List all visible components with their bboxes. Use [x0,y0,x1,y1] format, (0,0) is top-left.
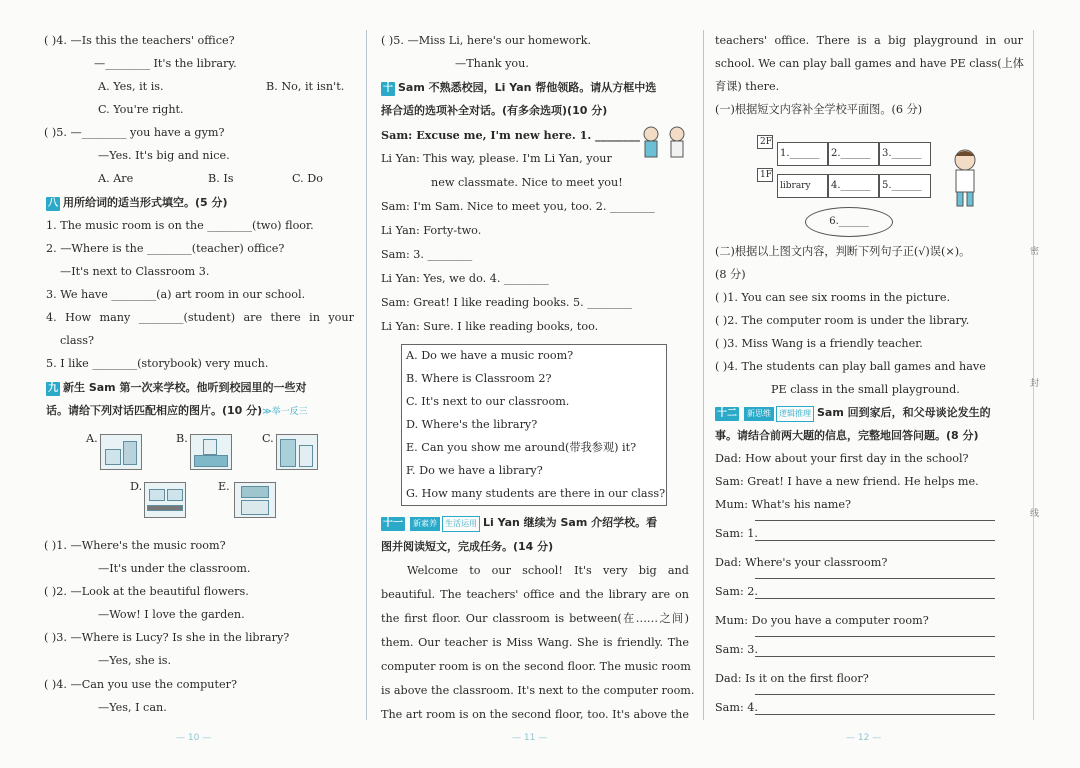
side-mark: 封 [1030,379,1040,389]
tf-item: PE class in the small playground. [771,383,960,396]
dialog-line: new classmate. Nice to meet you! [431,176,623,189]
passage-line: them. Our teacher is Miss Wang. She is friendly. The [381,636,689,649]
page-12 [715,0,1025,740]
word: our [491,564,511,577]
divider-line [366,30,367,720]
talk-line: Sam: 2. [715,585,758,598]
board-shape [241,486,269,498]
option-item: E. Can you show me around(带我参观) it? [406,441,637,454]
passage-line [407,564,689,578]
side-mark: 线 [1030,509,1040,519]
section-title: Li Yan 继续为 Sam 介绍学校。看 [483,516,658,529]
option-item: A. Do we have a music room? [406,349,574,362]
page-number-value: 12 [857,733,870,743]
answer-line[interactable] [755,656,995,657]
section-title: 话。请给下列对话匹配相应的图片。(10 分) [46,404,263,417]
answer-line[interactable] [755,694,995,695]
section-8-heading [46,196,228,211]
computer-shape [149,489,165,501]
dialog-line: —Yes, I can. [98,701,167,714]
kids-illustration [637,124,691,170]
answer-line[interactable] [755,540,995,541]
option-item: G. How many students are there in our class? [406,487,666,500]
passage-line: school. We can play ball games and have PE class(上体 [715,57,1024,70]
talk-line: Dad: Where's your classroom? [715,556,888,569]
fill-line: —It's next to Classroom 3. [60,265,210,278]
picture-classroom [234,482,276,518]
fill-line: 2. —Where is the ________(teacher) office? [46,242,285,255]
talk-line: Dad: Is it on the first floor? [715,672,869,685]
option-item: F. Do we have a library? [406,464,543,477]
section-11-heading [381,516,657,532]
word: very [602,564,628,577]
binding-line [1033,30,1034,720]
room-cell-5: 5.______ [879,174,931,198]
answer-line[interactable] [755,520,995,521]
word: How [65,311,92,324]
tf-item: ( )3. Miss Wang is a friendly teacher. [715,337,923,350]
question-line: ( )5. —________ you have a gym? [44,126,225,139]
picture-library [276,434,318,470]
part-2-instruction: (8 分) [715,268,746,281]
talk-line: Sam: 3. [715,643,758,656]
dialog-line: Sam: I'm Sam. Nice to meet you, too. 2. ________ [381,200,655,213]
dialog-line: ( )1. —Where's the music room? [44,539,226,552]
tag-badge: 逻辑推理 [776,406,814,422]
passage-line: teachers' office. There is a big playground in our [715,34,1023,47]
bookshelf-shape [280,439,296,467]
tag-badge: 生活运用 [442,516,480,532]
dialog-line: Sam: 3. ________ [381,248,473,261]
computer-shape [167,489,183,501]
question-line: ( )4. —Is this the teachers' office? [44,34,235,47]
pic-label: C. [262,432,274,445]
library-cell: library [777,174,828,198]
question-line: —Yes. It's big and nice. [98,149,230,162]
word: to [469,564,481,577]
option: A. Are [98,172,134,185]
section-9-heading-2 [46,404,308,419]
tf-item: ( )1. You can see six rooms in the picture. [715,291,951,304]
section-title: Sam 回到家后，和父母谈论发生的 [817,406,991,419]
word: Welcome [407,564,459,577]
section-10-heading [381,81,656,96]
boy-illustration [945,148,985,208]
answer-line[interactable] [755,578,995,579]
fill-line [46,311,354,325]
section-number: 八 [48,198,58,209]
option: B. Is [208,172,234,185]
dialog-line: Sam: Excuse me, I'm new here. 1. ________ [381,128,640,142]
page-number: — 10 — [176,733,212,743]
dialog-line: Li Yan: Yes, we do. 4. ________ [381,272,549,285]
word: school! [522,564,563,577]
flowers-shape [194,455,228,467]
section-title: Sam 不熟悉校园，Li Yan 帮他领路。请从方框中选 [398,81,657,94]
room-cell-4: 4.______ [828,174,879,198]
desks-shape [241,500,269,515]
question-line: —________ It's the library. [94,57,237,70]
dialog-line: Li Yan: This way, please. I'm Li Yan, your [381,152,612,165]
dialog-line: —Yes, she is. [98,654,172,667]
word: in [309,311,320,324]
talk-line: Dad: How about your first day in the school? [715,452,969,465]
pic-label: E. [218,480,230,493]
tf-item: ( )2. The computer room is under the library. [715,314,970,327]
hint-link[interactable]: ≫举一反三 [262,407,308,417]
dialog-line: —Wow! I love the garden. [98,608,245,621]
section-number: 十二 [717,408,737,419]
page-10 [38,0,356,740]
section-title: 新生 Sam 第一次来学校。他听到校园里的一些对 [63,381,307,394]
word: 4. [46,311,57,324]
section-number: 九 [48,383,58,394]
fill-line: class? [60,334,94,347]
option: C. Do [292,172,323,185]
passage-line: beautiful. The teachers' office and the library are on [381,588,689,601]
person-shape [203,439,217,455]
dialog-line: —It's under the classroom. [98,562,251,575]
option-item: D. Where's the library? [406,418,538,431]
page-number: — 11 — [512,733,548,743]
picture-computer-room [144,482,186,518]
tag-badge: 新素养 [410,517,440,531]
dialog-line: ( )4. —Can you use the computer? [44,678,237,691]
section-10-heading-2: 择合适的选项补全对话。(有多余选项)(10 分) [381,104,608,117]
section-number: 十一 [383,518,403,529]
passage-line: the first floor. Our classroom is between(在……之间) [381,612,689,625]
divider-line [703,30,704,720]
talk-line: Sam: Great! I have a new friend. He helps me. [715,475,979,488]
dialog-line: ( )3. —Where is Lucy? Is she in the library? [44,631,290,644]
page-number-value: 11 [523,733,536,743]
room-cell-2: 2.______ [828,142,879,166]
word: big [638,564,657,577]
dialog-line: Sam: Great! I like reading books. 5. ________ [381,296,633,309]
talk-line: Sam: 4. [715,701,758,714]
answer-line[interactable] [755,598,995,599]
option-item: B. Where is Classroom 2? [406,372,552,385]
fill-line: 3. We have ________(a) art room in our school. [46,288,306,301]
fill-line: 5. I like ________(storybook) very much. [46,357,269,370]
passage-line: is above the classroom. It's next to the computer room. [381,684,695,697]
tag-badge: 新思维 [744,407,774,421]
section-9-heading [46,381,306,396]
dialog-line: ( )2. —Look at the beautiful flowers. [44,585,249,598]
page-11 [381,0,695,740]
tf-item: ( )4. The students can play ball games and have [715,360,986,373]
playground-oval: 6.______ [805,207,893,237]
pic-label: D. [130,480,143,493]
section-number: 十 [383,83,393,94]
passage-line: 育课) there. [715,80,780,93]
word: are [243,311,263,324]
option: B. No, it isn't. [266,80,345,93]
fill-line: 1. The music room is on the ________(two) floor. [46,219,314,232]
room-cell-3: 3.______ [879,142,931,166]
piano-shape [105,449,121,465]
dialog-line: —Thank you. [455,57,529,70]
word: ________(student) [138,311,236,324]
picture-music-room [100,434,142,470]
word: your [328,311,354,324]
desk-shape [147,505,183,511]
section-12-heading [715,406,991,422]
dialog-line: ( )5. —Miss Li, here's our homework. [381,34,592,47]
option: A. Yes, it is. [98,80,164,93]
room-cell-1: 1.______ [777,142,828,166]
passage-line: The art room is on the second floor, too. It's above the [381,708,689,721]
person-shape [123,441,137,465]
option: C. You're right. [98,103,184,116]
page-number: — 12 — [846,733,882,743]
part-2-instruction: (二)根据以上图文内容，判断下列句子正(√)误(×)。 [715,245,971,258]
option-item: C. It's next to our classroom. [406,395,570,408]
word: many [99,311,131,324]
talk-line: Mum: Do you have a computer room? [715,614,929,627]
talk-line: Mum: What's his name? [715,498,852,511]
page-number-value: 10 [187,733,200,743]
side-mark: 密 [1030,247,1040,257]
answer-line[interactable] [755,714,995,715]
word: and [667,564,689,577]
word: It's [574,564,592,577]
section-title: 用所给词的适当形式填空。(5 分) [63,196,228,209]
dialog-line: Li Yan: Forty-two. [381,224,482,237]
answer-line[interactable] [755,636,995,637]
floor-label: 2F [757,135,773,149]
talk-line: Sam: 1. [715,527,758,540]
passage-line: computer room is on the second floor. The music room [381,660,691,673]
section-12-heading-2: 事。请结合前两大题的信息，完整地回答问题。(8 分) [715,429,979,442]
pic-label: A. [86,432,98,445]
pic-label: B. [176,432,188,445]
section-11-heading-2: 图并阅读短文，完成任务。(14 分) [381,540,554,553]
options-box [401,344,667,506]
word: there [270,311,301,324]
person-shape [299,445,313,467]
floor-label: 1F [757,168,773,182]
dialog-line: Li Yan: Sure. I like reading books, too. [381,320,599,333]
picture-garden [190,434,232,470]
part-1-instruction: (一)根据短文内容补全学校平面图。(6 分) [715,103,923,116]
